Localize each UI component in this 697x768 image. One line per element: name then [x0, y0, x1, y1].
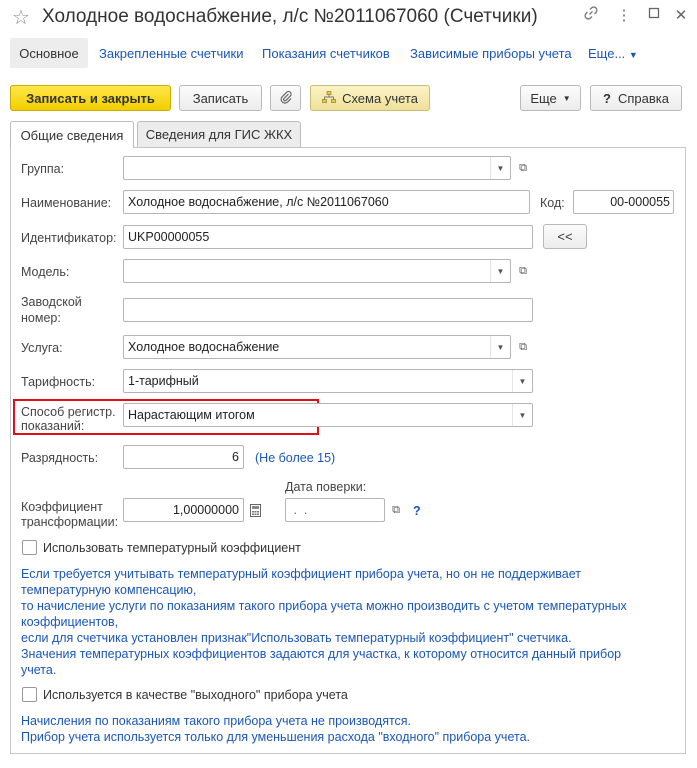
coef-label-line1: Коэффициент [21, 500, 103, 514]
open-icon[interactable]: ⧉ [519, 161, 527, 174]
metering-scheme-button[interactable] [310, 85, 430, 111]
output-meter-label: Используется в качестве "выходного" прибора учета [43, 688, 348, 702]
tariff-label: Тарифность: [21, 375, 96, 389]
metering-scheme-label: Схема учета [342, 90, 418, 106]
calculator-icon[interactable] [245, 498, 265, 522]
nav-main[interactable]: Основное [10, 38, 88, 68]
model-field[interactable] [123, 259, 511, 283]
chevron-down-icon[interactable]: ▼ [490, 336, 510, 358]
chevron-down-icon[interactable]: ▼ [512, 404, 532, 426]
digits-field[interactable]: 6 [123, 445, 244, 469]
code-field[interactable]: 00-000055 [573, 190, 674, 214]
serial-label-line1: Заводской [21, 295, 82, 309]
output-meter-checkbox[interactable] [22, 687, 37, 702]
tab-gis-housing[interactable]: Сведения для ГИС ЖКХ [137, 121, 301, 147]
open-icon[interactable]: ⧉ [519, 340, 527, 353]
identifier-field[interactable]: UKP00000055 [123, 225, 533, 249]
code-label: Код: [540, 196, 565, 210]
group-label: Группа: [21, 162, 65, 176]
info-line: Прибор учета используется только для уменьшения расхода "входного" прибора учета. [21, 730, 530, 744]
fill-identifier-button[interactable]: << [543, 224, 587, 249]
serial-label-line2: номер: [21, 311, 61, 325]
chevron-down-icon[interactable]: ▼ [490, 260, 510, 282]
service-value: Холодное водоснабжение [128, 340, 280, 354]
close-icon[interactable]: ✕ [674, 7, 688, 24]
name-field[interactable]: Холодное водоснабжение, л/с №2011067060 [123, 190, 530, 214]
info-line: коэффициентов, [21, 615, 119, 629]
tab-general-info[interactable]: Общие сведения [10, 121, 134, 148]
save-and-close-button[interactable]: Записать и закрыть [10, 85, 171, 111]
window-title: Холодное водоснабжение, л/с №2011067060 (Счетчики) [42, 6, 538, 27]
help-button[interactable] [590, 85, 682, 111]
info-line: Значения температурных коэффициентов задаются для участка, к которому относится данный прибор [21, 647, 622, 661]
save-button[interactable]: Записать [179, 85, 262, 111]
reading-method-label-line2: показаний: [21, 419, 85, 433]
info-line: учета. [21, 663, 57, 677]
temperature-info-text [21, 566, 627, 678]
open-icon[interactable]: ⧉ [392, 503, 400, 516]
nav-more-label: Еще... [588, 46, 626, 61]
coef-field[interactable]: 1,00000000 [123, 498, 244, 522]
temperature-coef-label: Использовать температурный коэффициент [43, 541, 301, 555]
star-icon[interactable]: ☆ [12, 7, 30, 29]
chevron-down-icon: ▼ [628, 50, 638, 60]
more-actions-label: Еще [530, 90, 557, 106]
info-line: если для счетчика установлен признак"Использовать температурный коэффициент" счетчика. [21, 631, 572, 645]
info-line: Начисления по показаниям такого прибора учета не производятся. [21, 714, 412, 728]
question-icon: ? [603, 90, 611, 106]
verification-date-label: Дата поверки: [285, 480, 367, 494]
nav-meter-readings[interactable]: Показания счетчиков [262, 46, 390, 61]
model-label: Модель: [21, 265, 70, 279]
digits-hint: (Не более 15) [255, 451, 336, 465]
identifier-label: Идентификатор: [21, 231, 117, 245]
info-line: то начисление услуги по показаниям такого прибора учета можно производить с учетом температурных [21, 599, 627, 613]
help-label: Справка [617, 90, 669, 106]
service-field[interactable] [123, 335, 511, 359]
tariff-value: 1-тарифный [128, 374, 199, 388]
help-question-icon[interactable]: ? [413, 504, 421, 518]
reading-method-label-line1: Способ регистр. [21, 405, 116, 419]
chevron-down-icon[interactable]: ▼ [512, 370, 532, 392]
nav-attached-meters[interactable]: Закрепленные счетчики [99, 46, 244, 61]
info-line: Если требуется учитывать температурный коэффициент прибора учета, но он не поддерживает [21, 567, 582, 581]
more-icon[interactable]: ⋮ [616, 7, 632, 24]
verification-date-field[interactable]: . . [285, 498, 385, 522]
serial-number-field[interactable] [123, 298, 533, 322]
more-actions-button[interactable] [520, 85, 581, 111]
service-label: Услуга: [21, 341, 63, 355]
info-line: температурную компенсацию, [21, 583, 197, 597]
reading-method-value: Нарастающим итогом [128, 408, 255, 422]
chevron-down-icon[interactable]: ▼ [490, 157, 510, 179]
maximize-icon[interactable] [643, 6, 665, 23]
open-icon[interactable]: ⧉ [519, 264, 527, 277]
chevron-down-icon: ▼ [562, 93, 571, 103]
group-field[interactable] [123, 156, 511, 180]
paperclip-icon [279, 90, 293, 107]
output-info-text [21, 713, 530, 745]
reading-method-select[interactable] [123, 403, 533, 427]
nav-more[interactable] [588, 46, 638, 61]
attachment-button[interactable] [270, 85, 301, 111]
scheme-icon [322, 91, 336, 106]
tariff-select[interactable] [123, 369, 533, 393]
coef-label-line2: трансформации: [21, 515, 119, 529]
nav-dependent-meters[interactable]: Зависимые приборы учета [410, 46, 572, 61]
digits-label: Разрядность: [21, 451, 99, 465]
temperature-coef-checkbox[interactable] [22, 540, 37, 555]
name-label: Наименование: [21, 196, 112, 210]
link-icon[interactable] [580, 6, 602, 24]
